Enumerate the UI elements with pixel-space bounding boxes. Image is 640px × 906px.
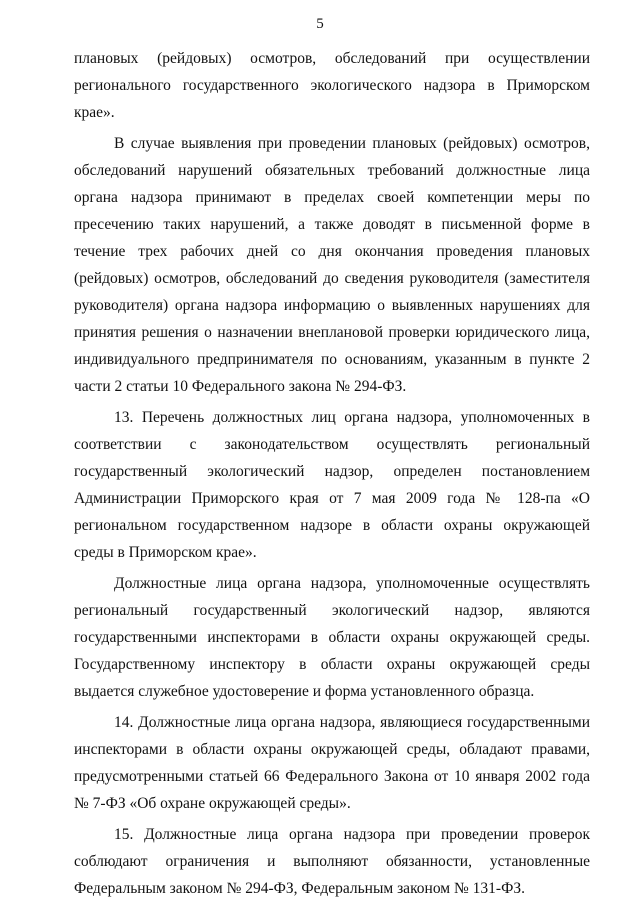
document-body — [74, 45, 590, 906]
paragraph-item-13: 13. Перечень должностных лиц органа надзора, уполномоченных в соответствии с законодательством осуществлять региональный государственный экологический надзор, определен постановлением Администрации Приморского края от 7 мая 2009 года № 128-па «О региональном государственном надзоре в области охраны окружающей среды в Приморском крае». — [74, 409, 590, 561]
page-number: 5 — [316, 16, 324, 32]
paragraph-violations: В случае выявления при проведении плановых (рейдовых) осмотров, обследований нарушений обязательных требований должностные лица органа надзора принимают в пределах своей компетенции меры по пресечению таких нарушений, а также доводят в письменной форме в течение трех рабочих дней со дня окончания проведения плановых (рейдовых) осмотров, обследований до сведения руководителя (заместителя руководителя) органа надзора информацию о выявленных нарушениях для принятия решения о назначении внеплановой проверки юридического лица, индивидуального предпринимателя по основаниям, указанным в пункте 2 части 2 статьи 10 Федерального закона № 294-ФЗ. — [74, 135, 590, 395]
paragraph-item-15: 15. Должностные лица органа надзора при проведении проверок соблюдают ограничения и выполняют обязанности, установленные Федеральным законом № 294-ФЗ, Федеральным законом № 131-ФЗ. — [74, 826, 590, 897]
paragraph-inspectors: Должностные лица органа надзора, уполномоченные осуществлять региональный государственный экологический надзор, являются государственными инспекторами в области охраны окружающей среды. Государственному инспектору в области охраны окружающей среды выдается служебное удостоверение и форма установленного образца. — [74, 575, 590, 700]
paragraph-continued: плановых (рейдовых) осмотров, обследований при осуществлении регионального государственного экологического надзора в Приморском крае». — [74, 50, 590, 121]
paragraph-item-14: 14. Должностные лица органа надзора, являющиеся государственными инспекторами в области охраны окружающей среды, обладают правами, предусмотренными статьей 66 Федерального Закона от 10 января 2002 года № 7-ФЗ «Об охране окружающей среды». — [74, 714, 590, 812]
